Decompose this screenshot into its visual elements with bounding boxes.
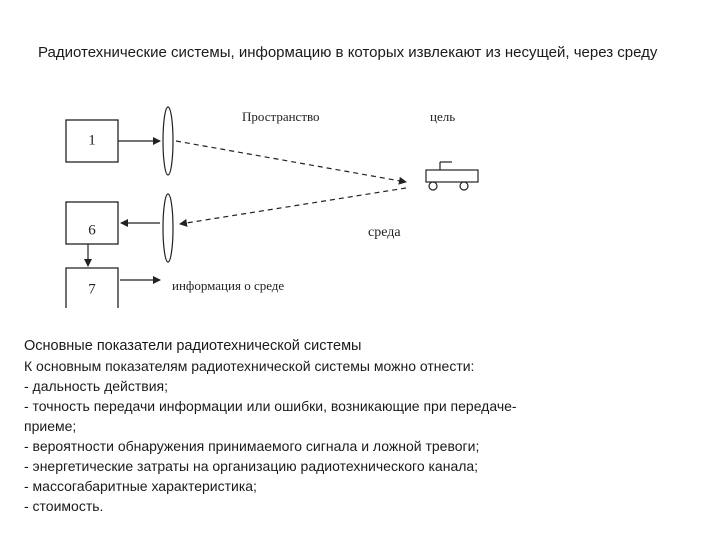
slide-title: Радиотехнические системы, информацию в которых извлекают из несущей, через среду (38, 44, 658, 61)
list-item: приеме; (24, 418, 77, 434)
section-intro: К основным показателям радиотехнической системы можно отнести: (24, 358, 475, 374)
list-item: - дальность действия; (24, 378, 168, 394)
list-item: - стоимость. (24, 498, 104, 514)
list-item: - точность передачи информации или ошибки, возникающие при передаче- (24, 398, 517, 414)
return-beam (180, 188, 406, 224)
list-item: - вероятности обнаружения принимаемого сигнала и ложной тревоги; (24, 438, 480, 454)
section-heading: Основные показатели радиотехнической системы (24, 338, 362, 354)
label-medium: среда (368, 225, 401, 240)
block-6-label: 6 (88, 222, 96, 239)
transmit-beam (176, 141, 406, 182)
label-info: информация о среде (172, 278, 285, 293)
block-1-label: 1 (88, 132, 96, 149)
antenna-2 (163, 194, 173, 262)
label-space: Пространство (242, 109, 320, 124)
target-vehicle-icon (426, 162, 478, 190)
indicators-section (24, 336, 704, 516)
label-target: цель (430, 109, 456, 124)
antenna-1 (163, 107, 173, 175)
list-item: - массогабаритные характеристика; (24, 478, 257, 494)
block-7-label: 7 (88, 281, 96, 298)
list-item: - энергетические затраты на организацию радиотехнического канала; (24, 458, 479, 474)
